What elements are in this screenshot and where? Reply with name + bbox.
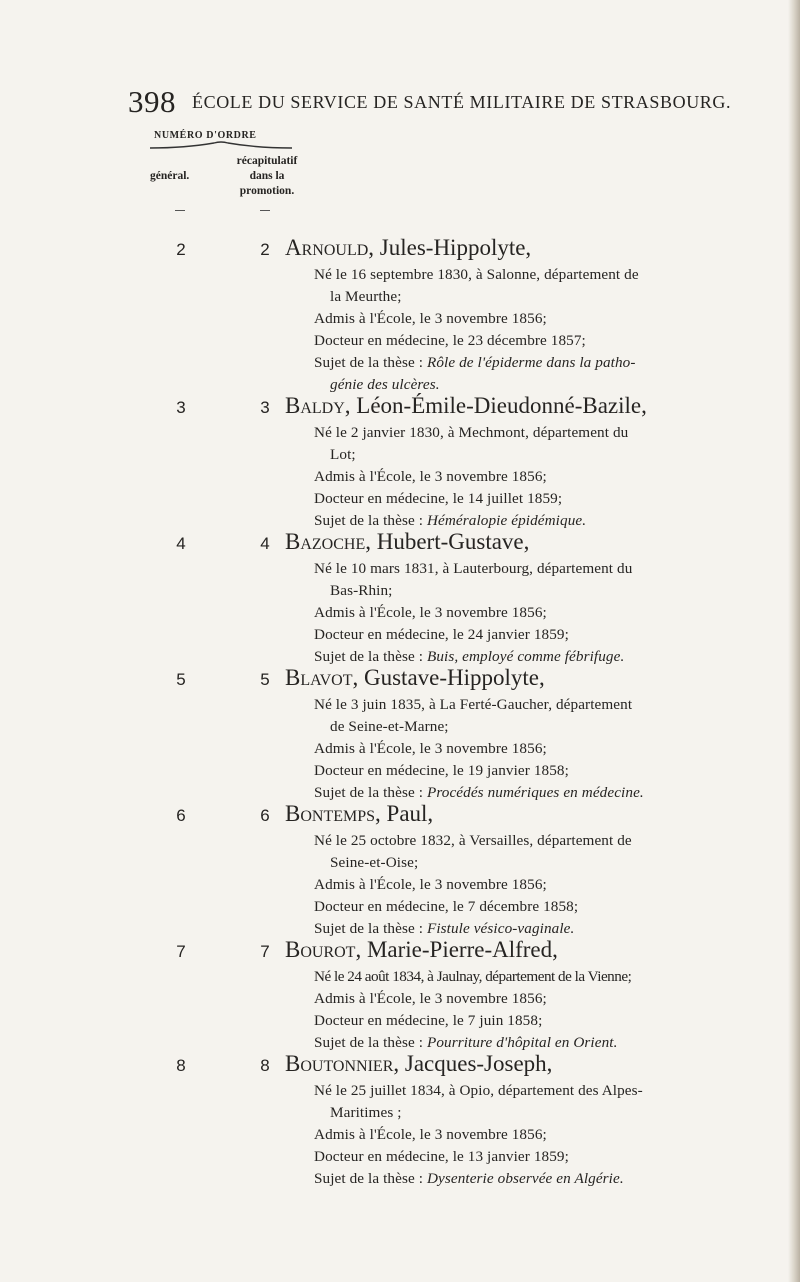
birth-line: Né le 2 janvier 1830, à Mechmont, département du xyxy=(314,424,629,441)
general-number: 4 xyxy=(176,534,186,553)
admission-line: Admis à l'École, le 3 novembre 1856; xyxy=(314,990,547,1007)
person-name xyxy=(285,1051,552,1077)
doctorate-line: Docteur en médecine, le 13 janvier 1859; xyxy=(314,1148,569,1165)
recap-heading-line-3: promotion. xyxy=(239,185,295,197)
surname: Boutonnier, xyxy=(285,1051,400,1076)
birth-line: Né le 10 mars 1831, à Lauterbourg, département du xyxy=(314,560,633,577)
surname: Bontemps, xyxy=(285,801,381,826)
thesis-line xyxy=(314,1034,618,1052)
admission-line: Admis à l'École, le 3 novembre 1856; xyxy=(314,604,547,621)
thesis-label: Sujet de la thèse : xyxy=(314,784,427,801)
birth-line: Né le 3 juin 1835, à La Ferté-Gaucher, département xyxy=(314,696,633,713)
doctorate-line: Docteur en médecine, le 23 décembre 1857; xyxy=(314,332,586,349)
recap-column-heading xyxy=(222,154,312,199)
running-title: ÉCOLE DU SERVICE DE SANTÉ MILITAIRE DE STRASBOURG. xyxy=(192,92,732,112)
given-names: Jacques-Joseph, xyxy=(399,1051,553,1076)
general-number: 8 xyxy=(176,1056,186,1075)
recap-number: 3 xyxy=(260,398,270,417)
given-names: Léon-Émile-Dieudonné-Bazile, xyxy=(350,393,647,418)
general-number: 3 xyxy=(176,398,186,417)
thesis-label: Sujet de la thèse : xyxy=(314,354,427,371)
doctorate-line: Docteur en médecine, le 24 janvier 1859; xyxy=(314,626,569,643)
page-header xyxy=(128,84,748,124)
birth-line: Né le 24 août 1834, à Jaulnay, département de la Vienne; xyxy=(314,968,632,985)
person-name xyxy=(285,801,433,827)
person-name xyxy=(285,393,647,419)
admission-line: Admis à l'École, le 3 novembre 1856; xyxy=(314,468,547,485)
doctorate-line: Docteur en médecine, le 19 janvier 1858; xyxy=(314,762,569,779)
order-number-heading: NUMÉRO D'ORDRE xyxy=(154,130,257,141)
recap-column-dash xyxy=(260,210,270,211)
person-name xyxy=(285,937,558,963)
birth-line-cont: Lot; xyxy=(330,446,356,463)
given-names: Gustave-Hippolyte, xyxy=(358,665,545,690)
surname: Bourot, xyxy=(285,937,362,962)
page-edge-shadow xyxy=(788,0,800,1282)
given-names: Hubert-Gustave, xyxy=(370,529,530,554)
thesis-line xyxy=(314,784,644,802)
surname: Baldy, xyxy=(285,393,351,418)
general-column-dash xyxy=(175,210,185,211)
thesis-title: Buis, employé comme fébrifuge. xyxy=(426,648,625,665)
thesis-label: Sujet de la thèse : xyxy=(314,1170,427,1187)
thesis-title: Procédés numériques en médecine. xyxy=(426,784,644,801)
recap-number: 6 xyxy=(260,806,270,825)
birth-line: Né le 25 octobre 1832, à Versailles, département de xyxy=(314,832,632,849)
birth-line-cont: Seine-et-Oise; xyxy=(330,854,419,871)
thesis-title-cont: génie des ulcères. xyxy=(330,376,440,393)
recap-heading-line-2: dans la xyxy=(249,170,285,182)
heading-brace xyxy=(150,141,292,149)
thesis-title: Pourriture d'hôpital en Orient. xyxy=(426,1034,618,1051)
general-number: 6 xyxy=(176,806,186,825)
thesis-title: Dysenterie observée en Algérie. xyxy=(426,1170,624,1187)
birth-line: Né le 16 septembre 1830, à Salonne, département de xyxy=(314,266,639,283)
given-names: Marie-Pierre-Alfred, xyxy=(361,937,558,962)
doctorate-line: Docteur en médecine, le 14 juillet 1859; xyxy=(314,490,563,507)
thesis-label: Sujet de la thèse : xyxy=(314,1034,427,1051)
thesis-line xyxy=(314,920,574,938)
doctorate-line: Docteur en médecine, le 7 juin 1858; xyxy=(314,1012,543,1029)
given-names: Paul, xyxy=(380,801,434,826)
thesis-title: Héméralopie épidémique. xyxy=(426,512,587,529)
thesis-label: Sujet de la thèse : xyxy=(314,512,427,529)
thesis-label: Sujet de la thèse : xyxy=(314,648,427,665)
recap-number: 5 xyxy=(260,670,270,689)
thesis-line xyxy=(314,512,586,530)
recap-number: 2 xyxy=(260,240,270,259)
admission-line: Admis à l'École, le 3 novembre 1856; xyxy=(314,740,547,757)
surname: Blavot, xyxy=(285,665,359,690)
page-number: 398 xyxy=(128,84,176,119)
thesis-line-cont xyxy=(330,376,440,394)
birth-line: Né le 25 juillet 1834, à Opio, département des Alpes- xyxy=(314,1082,643,1099)
birth-line-cont: la Meurthe; xyxy=(330,288,402,305)
given-names: Jules-Hippolyte, xyxy=(374,235,532,260)
person-name xyxy=(285,665,545,691)
person-name xyxy=(285,235,531,261)
surname: Bazoche, xyxy=(285,529,371,554)
admission-line: Admis à l'École, le 3 novembre 1856; xyxy=(314,1126,547,1143)
admission-line: Admis à l'École, le 3 novembre 1856; xyxy=(314,876,547,893)
column-headings xyxy=(150,130,320,205)
thesis-line xyxy=(314,354,636,372)
admission-line: Admis à l'École, le 3 novembre 1856; xyxy=(314,310,547,327)
thesis-line xyxy=(314,648,624,666)
thesis-title: Rôle de l'épiderme dans la patho- xyxy=(426,354,636,371)
thesis-line xyxy=(314,1170,624,1188)
person-name xyxy=(285,529,529,555)
doctorate-line: Docteur en médecine, le 7 décembre 1858; xyxy=(314,898,579,915)
general-number: 2 xyxy=(176,240,186,259)
birth-line-cont: Bas-Rhin; xyxy=(330,582,393,599)
recap-number: 8 xyxy=(260,1056,270,1075)
birth-line-cont: Maritimes ; xyxy=(330,1104,402,1121)
recap-heading-line-1: récapitulatif xyxy=(236,155,298,167)
recap-number: 7 xyxy=(260,942,270,961)
thesis-label: Sujet de la thèse : xyxy=(314,920,427,937)
general-column-heading: général. xyxy=(150,170,190,182)
thesis-title: Fistule vésico-vaginale. xyxy=(426,920,575,937)
birth-line-cont: de Seine-et-Marne; xyxy=(330,718,449,735)
recap-number: 4 xyxy=(260,534,270,553)
general-number: 5 xyxy=(176,670,186,689)
surname: Arnould, xyxy=(285,235,375,260)
general-number: 7 xyxy=(176,942,186,961)
